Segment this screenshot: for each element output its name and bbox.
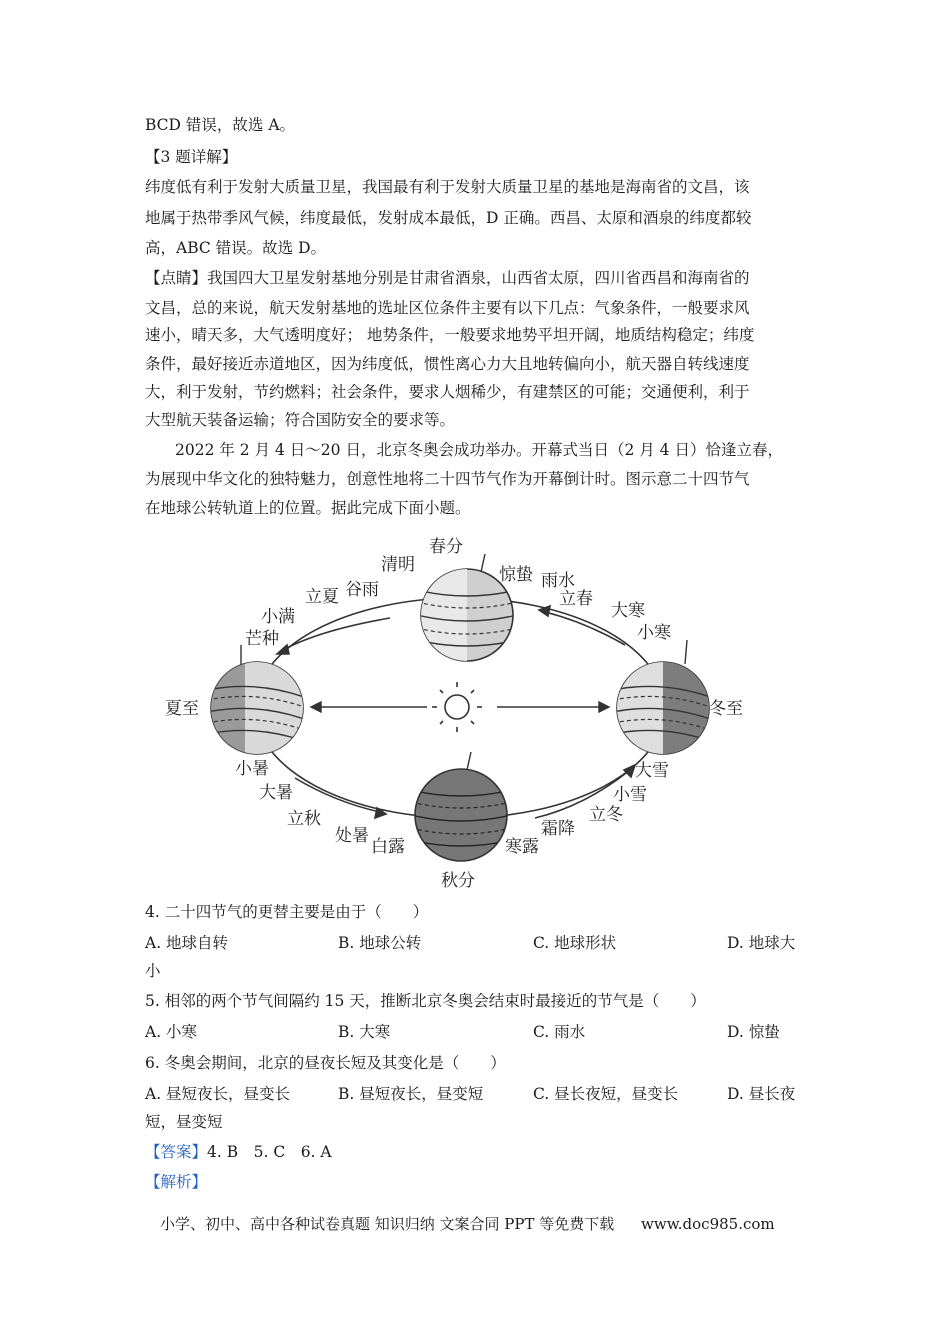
option-a: A. 地球自转 xyxy=(145,934,229,952)
term-jingzhe: 惊蛰 xyxy=(499,565,533,585)
term-yushui: 雨水 xyxy=(541,571,575,591)
term-shuangjiang: 霜降 xyxy=(541,819,575,839)
term-xiaoman: 小满 xyxy=(261,607,295,627)
orbit-diagram xyxy=(145,530,805,895)
term-bailu: 白露 xyxy=(371,837,405,857)
option-c: C. 地球形状 xyxy=(533,934,617,952)
term-lixia: 立夏 xyxy=(305,587,339,607)
earth-winter-solstice xyxy=(613,640,713,754)
question-stem: 6. 冬奥会期间，北京的昼夜长短及其变化是（ ） xyxy=(145,1054,506,1072)
text-line: BCD 错误，故选 A。 xyxy=(145,116,296,134)
option-b: B. 昼短夜长，昼变短 xyxy=(338,1085,484,1103)
section-heading: 【3 题详解】 xyxy=(145,148,238,166)
option-b: B. 大寒 xyxy=(338,1023,391,1041)
term-dahan: 大寒 xyxy=(611,601,645,621)
text-line: 条件，最好接近赤道地区，因为纬度低，惯性离心力大且地转偏向小，航天器自转线速度 xyxy=(145,355,750,373)
option-wrap: 短，昼变短 xyxy=(145,1113,223,1131)
term-qingming: 清明 xyxy=(381,555,415,575)
sun-icon xyxy=(432,682,482,732)
text-line: 地属于热带季风气候，纬度最低，发射成本最低，D 正确。西昌、太原和酒泉的纬度都较 xyxy=(145,209,752,227)
answer-line xyxy=(145,1141,332,1163)
option-a: A. 昼短夜长，昼变长 xyxy=(145,1085,291,1103)
text-line: 文昌，总的来说，航天发射基地的选址区位条件主要有以下几点：气象条件，一般要求风 xyxy=(145,299,750,317)
intro-line: 2022 年 2 月 4 日～20 日，北京冬奥会成功举办。开幕式当日（2 月 4 日）恰逢立春， xyxy=(175,441,783,459)
term-xiaoxue: 小雪 xyxy=(613,785,647,805)
intro-line: 为展现中华文化的独特魅力，创意性地将二十四节气作为开幕倒计时。图示意二十四节气 xyxy=(145,470,750,488)
term-xiaohan: 小寒 xyxy=(637,623,671,643)
analysis-label: 【解析】 xyxy=(145,1173,208,1191)
term-xiazhi: 夏至 xyxy=(165,699,199,719)
earth-summer-solstice xyxy=(207,645,307,754)
footer-text: 小学、初中、高中各种试卷真题 知识归纳 文案合同 PPT 等免费下载 xyxy=(160,1215,615,1233)
text-line: 速小，晴天多，大气透明度好； 地势条件，一般要求地势平坦开阔，地质结构稳定；纬度 xyxy=(145,326,755,344)
question-stem: 5. 相邻的两个节气间隔约 15 天，推断北京冬奥会结束时最接近的节气是（ ） xyxy=(145,992,706,1010)
text-line: 纬度低有利于发射大质量卫星，我国最有利于发射大质量卫星的基地是海南省的文昌，该 xyxy=(145,178,750,196)
term-hanlu: 寒露 xyxy=(505,837,539,857)
footer-url: www.doc985.com xyxy=(641,1215,775,1233)
question-stem: 4. 二十四节气的更替主要是由于（ ） xyxy=(145,903,429,921)
term-lidong: 立冬 xyxy=(589,805,623,825)
option-c: C. 昼长夜短，昼变长 xyxy=(533,1085,679,1103)
option-wrap: 小 xyxy=(145,962,161,980)
answer-label: 【答案】 xyxy=(145,1143,208,1161)
intro-line: 在地球公转轨道上的位置。据此完成下面小题。 xyxy=(145,499,471,517)
text-line: 【点睛】我国四大卫星发射基地分别是甘肃省酒泉，山西省太原，四川省西昌和海南省的 xyxy=(145,269,750,287)
option-d: D. 昼长夜 xyxy=(727,1085,796,1103)
term-dashu: 大暑 xyxy=(259,783,293,803)
term-lichun: 立春 xyxy=(559,589,593,609)
option-c: C. 雨水 xyxy=(533,1023,586,1041)
option-d: D. 地球大 xyxy=(727,934,796,952)
answer-text: 4. B 5. C 6. A xyxy=(207,1143,332,1161)
term-chushu: 处暑 xyxy=(335,826,369,846)
text-line: 大，利于发射，节约燃料；社会条件，要求人烟稀少，有建禁区的可能；交通便利，利于 xyxy=(145,383,750,401)
option-d: D. 惊蛰 xyxy=(727,1023,780,1041)
text-line: 大型航天装备运输；符合国防安全的要求等。 xyxy=(145,411,456,429)
footer xyxy=(160,1213,775,1234)
term-mangzhong: 芒种 xyxy=(245,629,279,649)
term-chunfen: 春分 xyxy=(429,537,463,557)
term-daxue: 大雪 xyxy=(635,761,669,781)
earth-autumn-equinox xyxy=(411,752,511,861)
term-liqiu: 立秋 xyxy=(287,809,321,829)
term-dongzhi: 冬至 xyxy=(709,699,743,719)
term-qiufen: 秋分 xyxy=(441,871,475,891)
term-xiaoshu: 小暑 xyxy=(235,759,269,779)
option-b: B. 地球公转 xyxy=(338,934,422,952)
option-a: A. 小寒 xyxy=(145,1023,198,1041)
text-line: 高，ABC 错误。故选 D。 xyxy=(145,239,327,257)
term-guyu: 谷雨 xyxy=(345,580,379,600)
